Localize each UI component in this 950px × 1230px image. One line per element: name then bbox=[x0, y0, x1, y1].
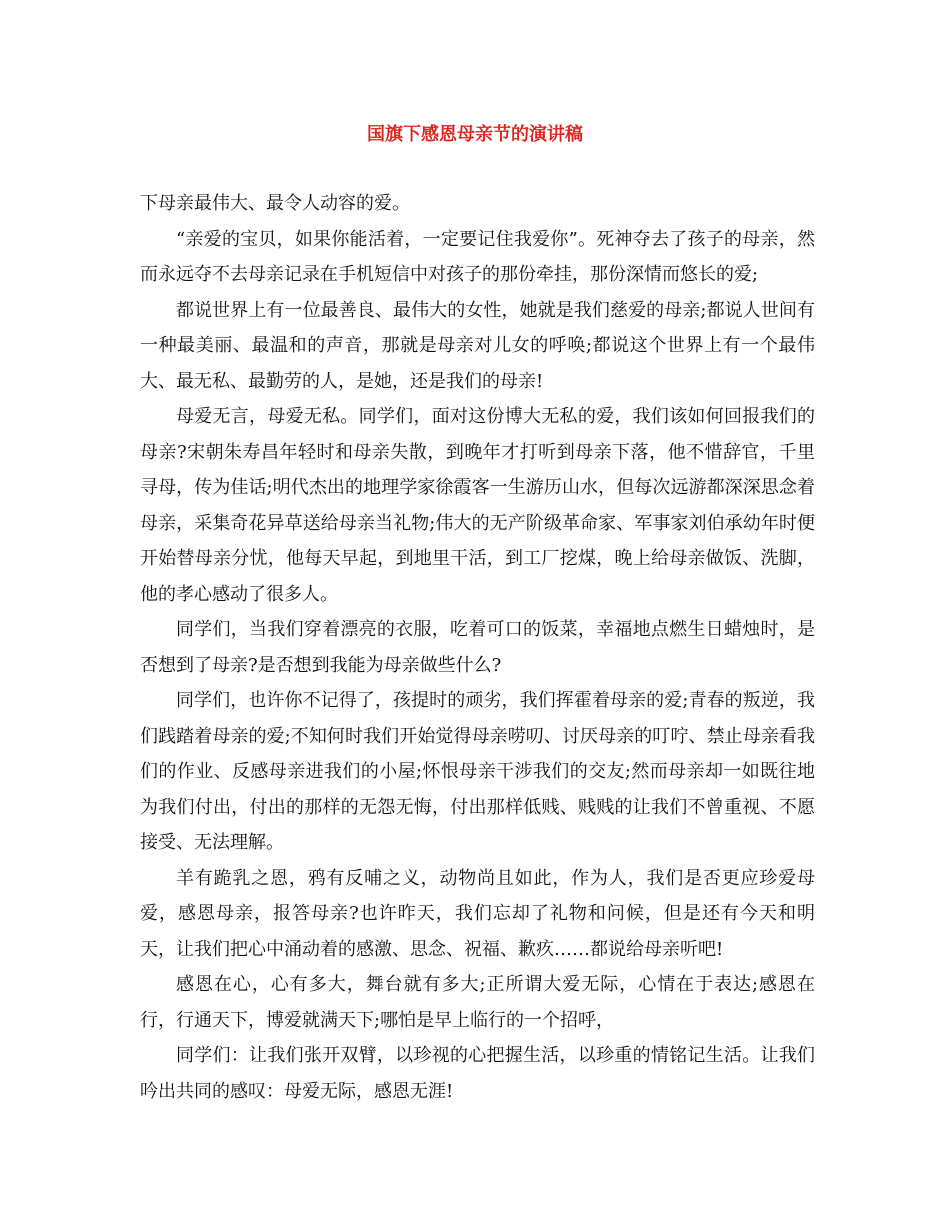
paragraph-7: 羊有跪乳之恩，鸦有反哺之义，动物尚且如此，作为人，我们是否更应珍爱母爱，感恩母亲，报答母亲?也许昨天，我们忘却了礼物和问候，但是还有今天和明天，让我们把心中涌动着的感激、思念、祝福、歉疚……都说给母亲听吧! bbox=[140, 867, 815, 960]
paragraph-8: 感恩在心，心有多大，舞台就有多大;正所谓大爱无际，心情在于表达;感恩在行，行通天下，博爱就满天下;哪怕是早上临行的一个招呼， bbox=[140, 974, 815, 1031]
paragraph-9: 同学们：让我们张开双臂，以珍视的心把握生活，以珍重的情铭记生活。让我们吟出共同的感叹：母爱无际，感恩无涯! bbox=[140, 1045, 815, 1102]
paragraph-2: “亲爱的宝贝，如果你能活着，一定要记住我爱你”。死神夺去了孩子的母亲，然而永远夺不去母亲记录在手机短信中对孩子的那份牵挂，那份深情而悠长的爱; bbox=[140, 228, 815, 285]
document-body bbox=[140, 186, 815, 1109]
paragraph-3: 都说世界上有一位最善良、最伟大的女性，她就是我们慈爱的母亲;都说人世间有一种最美丽、最温和的声音，那就是母亲对儿女的呼唤;都说这个世界上有一个最伟大、最无私、最勤劳的人，是她，还是我们的母亲! bbox=[140, 299, 815, 392]
paragraph-6: 同学们，也许你不记得了，孩提时的顽劣，我们挥霍着母亲的爱;青春的叛逆，我们践踏着母亲的爱;不知何时我们开始觉得母亲唠叨、讨厌母亲的叮咛、禁止母亲看我们的作业、反感母亲进我们的小屋;怀恨母亲干涉我们的交友;然而母亲却一如既往地为我们付出，付出的那样的无怨无悔，付出那样低贱、贱贱的让我们不曾重视、不愿接受、无法理解。 bbox=[140, 690, 815, 853]
paragraph-4: 母爱无言，母爱无私。同学们，面对这份博大无私的爱，我们该如何回报我们的母亲?宋朝朱寿昌年轻时和母亲失散，到晚年才打听到母亲下落，他不惜辞官，千里寻母，传为佳话;明代杰出的地理学家徐霞客一生游历山水，但每次远游都深深思念着母亲，采集奇花异草送给母亲当礼物;伟大的无产阶级革命家、军事家刘伯承幼年时便开始替母亲分忧，他每天早起，到地里干活，到工厂挖煤，晚上给母亲做饭、洗脚，他的孝心感动了很多人。 bbox=[140, 406, 815, 605]
document-title: 国旗下感恩母亲节的演讲稿 bbox=[367, 124, 583, 145]
paragraph-5: 同学们，当我们穿着漂亮的衣服，吃着可口的饭菜，幸福地点燃生日蜡烛时，是否想到了母亲?是否想到我能为母亲做些什么? bbox=[140, 619, 815, 676]
paragraph-1: 下母亲最伟大、最令人动容的爱。 bbox=[140, 193, 410, 214]
